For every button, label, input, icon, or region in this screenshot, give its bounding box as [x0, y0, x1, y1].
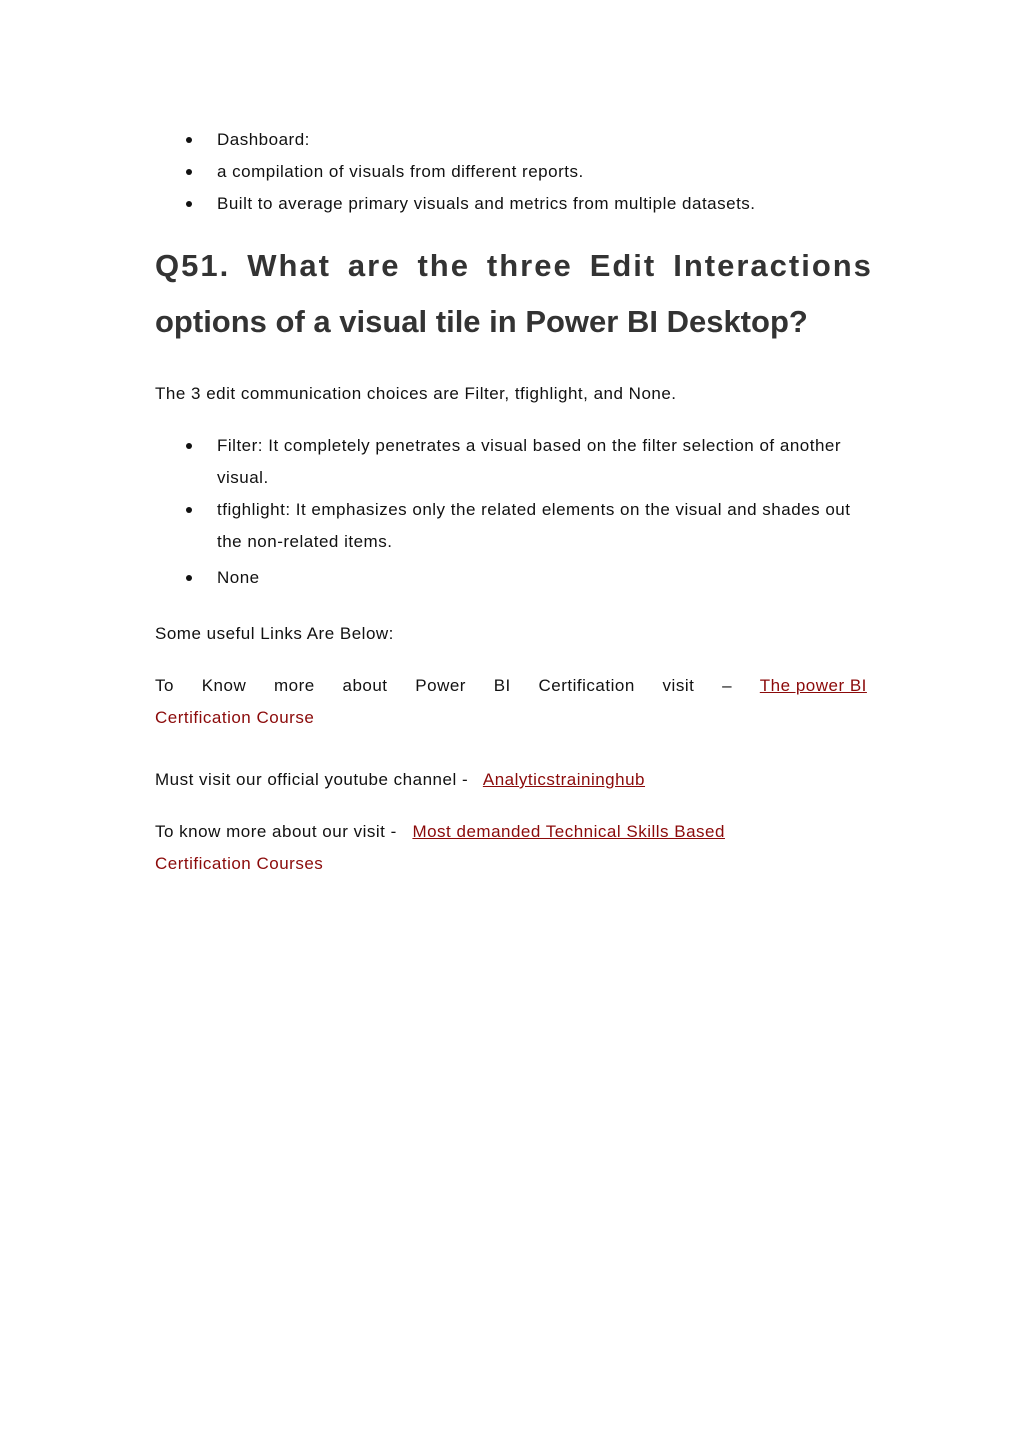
youtube-channel-link[interactable]: Analyticstraininghub: [482, 770, 646, 789]
bullet-icon: [186, 507, 192, 513]
bullet-icon: [186, 443, 192, 449]
list-item: None: [155, 562, 867, 594]
list-item: Filter: It completely penetrates a visual based on the filter selection of another visual.: [155, 430, 867, 494]
know-more-line-1: To Know more about Power BI Certification visit – The power BI: [155, 670, 867, 702]
intro-paragraph: The 3 edit communication choices are Filter, tfighlight, and None.: [155, 384, 677, 403]
youtube-paragraph: Must visit our official youtube channel - Analyticstraininghub: [155, 770, 646, 789]
technical-courses-link[interactable]: Most demanded Technical Skills Based: [412, 822, 725, 841]
links-heading: Some useful Links Are Below:: [155, 624, 394, 643]
list-item: a compilation of visuals from different reports.: [155, 156, 867, 188]
bullet-icon: [186, 137, 192, 143]
courses-line-2: [155, 848, 725, 880]
courses-line-1: To know more about our visit - Most demanded Technical Skills Based: [155, 822, 725, 841]
interaction-options-list: [155, 430, 867, 594]
dashboard-bullet-list: [155, 124, 867, 220]
list-item: Built to average primary visuals and metrics from multiple datasets.: [155, 188, 867, 220]
power-bi-course-link[interactable]: The power BI: [759, 676, 867, 695]
know-more-paragraph: [155, 670, 867, 734]
list-item: Dashboard:: [155, 124, 867, 156]
know-more-line-2: [155, 702, 867, 734]
question-heading: [155, 238, 873, 350]
bullet-icon: [186, 575, 192, 581]
question-line-2: options of a visual tile in Power BI Desktop?: [155, 304, 808, 339]
technical-courses-link-continuation[interactable]: Certification Courses: [155, 854, 324, 873]
bullet-icon: [186, 169, 192, 175]
question-line-1: Q51. What are the three Edit Interactions: [155, 248, 873, 283]
courses-paragraph: [155, 816, 725, 880]
bullet-icon: [186, 201, 192, 207]
list-item: tfighlight: It emphasizes only the related elements on the visual and shades out the non-related items.: [155, 494, 867, 558]
power-bi-course-link-continuation[interactable]: Certification Course: [155, 708, 315, 727]
